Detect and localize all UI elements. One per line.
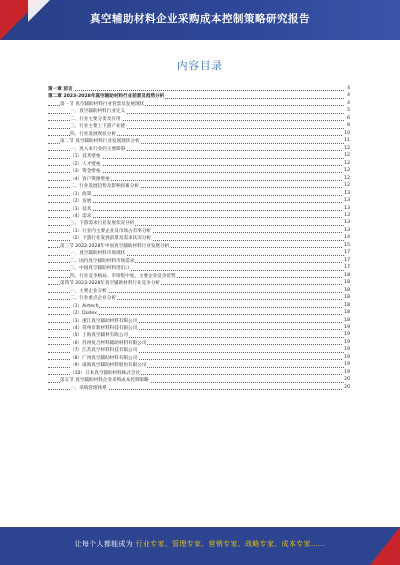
report-header bbox=[0, 0, 400, 40]
toc-subsection-row[interactable] bbox=[48, 295, 350, 302]
toc-page-number: 19 bbox=[344, 354, 350, 360]
toc-subsection-row[interactable] bbox=[48, 161, 350, 168]
toc-page-number: 15 bbox=[344, 242, 350, 248]
toc-entry-label: 二、行业主要分类及应用 bbox=[70, 116, 121, 122]
toc-page-number: 10 bbox=[344, 130, 350, 136]
toc-subsection-row[interactable] bbox=[48, 168, 350, 175]
toc-page-number: 20 bbox=[344, 384, 350, 390]
toc-page-number: 6 bbox=[347, 115, 350, 121]
toc-page-number: 4 bbox=[347, 93, 350, 99]
toc-leader-dots bbox=[48, 195, 344, 196]
toc-subsection-row[interactable] bbox=[48, 191, 350, 198]
report-title: 真空辅助材料企业采购成本控制策略研究报告 bbox=[90, 13, 310, 25]
toc-page-number: 4 bbox=[347, 86, 350, 91]
toc-subsection-row[interactable] bbox=[48, 347, 350, 354]
toc-entry-label: 四、行业发展现状分析 bbox=[70, 131, 116, 137]
toc-subsection-row[interactable] bbox=[48, 303, 350, 310]
toc-subsection-row[interactable] bbox=[48, 206, 350, 213]
toc-entry-label: 一、真空辅助材料市场现状 bbox=[70, 251, 126, 257]
toc-page-number: 18 bbox=[344, 280, 350, 286]
toc-entry-label: 一、采购管理体系 bbox=[70, 385, 107, 391]
toc-page-number: 18 bbox=[344, 317, 350, 323]
toc-subsection-row[interactable] bbox=[48, 116, 350, 123]
toc-page-number: 13 bbox=[344, 205, 350, 211]
toc-page-number: 19 bbox=[344, 325, 350, 330]
toc-subsection-row[interactable] bbox=[48, 131, 350, 138]
toc-page-number: 19 bbox=[344, 369, 350, 375]
toc-page-number: 18 bbox=[344, 310, 350, 316]
toc-page-number: 19 bbox=[344, 362, 350, 368]
toc-entry-label: （2）下游行业发展前景及需求状况分析 bbox=[70, 236, 152, 242]
toc-entry-label: 三、下游需求行业发展状况分析 bbox=[70, 221, 135, 227]
toc-subsection-row[interactable] bbox=[48, 288, 350, 295]
toc-entry-label: （2）Diatex bbox=[70, 311, 98, 317]
toc-page-number: 18 bbox=[344, 287, 350, 293]
toc-section-row[interactable] bbox=[48, 377, 350, 384]
toc-entry-label: （3）资金壁垒 bbox=[70, 169, 101, 175]
toc-subsection-row[interactable] bbox=[48, 123, 350, 130]
toc-page-number: 18 bbox=[344, 295, 350, 301]
toc-entry-label: 二、行业重点企业分析 bbox=[70, 296, 116, 302]
toc-entry-label: （1）政策 bbox=[70, 191, 92, 197]
toc-subsection-row[interactable] bbox=[48, 250, 350, 257]
toc-page-number: 13 bbox=[344, 220, 350, 226]
footer-slogan-highlight: 行业专家、管理专家、营销专家、战略专家、成本专家…… bbox=[135, 540, 326, 548]
toc-page-number: 17 bbox=[344, 265, 350, 271]
toc-entry-label: 第一章 前言 bbox=[48, 87, 73, 92]
toc-page-number: 13 bbox=[344, 212, 350, 218]
toc-entry-label: （4）需求 bbox=[70, 213, 92, 219]
toc-entry-label: （3）技术 bbox=[70, 206, 92, 212]
toc-subsection-row[interactable] bbox=[48, 213, 350, 220]
toc-subsection-row[interactable] bbox=[48, 310, 350, 317]
toc-entry-label: （3）浙江真空辅助材料有限公司 bbox=[70, 318, 138, 324]
toc-section-row[interactable] bbox=[48, 243, 350, 250]
toc-subsection-row[interactable] bbox=[48, 146, 350, 153]
toc-entry-label: （4）客户资源壁垒 bbox=[70, 176, 110, 182]
toc-subsection-row[interactable] bbox=[48, 198, 350, 205]
toc-page-number: 17 bbox=[344, 250, 350, 256]
toc-entry-label: 二、行业发展趋势及影响因素分析 bbox=[70, 184, 139, 190]
toc-entry-label: （1）技术壁垒 bbox=[70, 154, 101, 160]
toc-entry-label: 二、国内真空辅助材料市场需求 bbox=[70, 258, 135, 264]
footer-slogan-lead: 让每个人都能成为 bbox=[74, 540, 134, 548]
toc-entry-label: 三、中国真空辅助材料进出口 bbox=[70, 266, 130, 272]
toc-subsection-row[interactable] bbox=[48, 355, 350, 362]
toc-entry-label: 第一节 真空辅助材料行业背景及发展现状 bbox=[60, 101, 145, 107]
toc-entry-label: （8）广州真空辅助材料有限公司 bbox=[70, 355, 138, 361]
toc-entry-label: 四、行业竞争格局、市场集中度、主要企业竞争优势 bbox=[70, 273, 176, 279]
toc-entry-label: （6）苏州复合材料辅助材料有限公司 bbox=[70, 340, 147, 346]
toc-subsection-row[interactable] bbox=[48, 258, 350, 265]
toc-entry-label: 一、主要企业分析 bbox=[70, 288, 107, 294]
toc-leader-dots bbox=[48, 202, 344, 203]
toc-subsection-row[interactable] bbox=[48, 265, 350, 272]
toc-entry-label: （9）威海真空辅助材料股份有限公司 bbox=[70, 363, 147, 369]
toc-entry-label: （10）日本真空辅助材料株式会社 bbox=[70, 370, 141, 376]
toc-page-number: 12 bbox=[344, 168, 350, 174]
toc-page-number: 19 bbox=[344, 332, 350, 338]
toc-page-number: 20 bbox=[344, 377, 350, 383]
toc-page-number: 12 bbox=[344, 145, 350, 151]
toc-chapter-row[interactable] bbox=[48, 93, 350, 100]
toc-entry-label: 第三节 2022-2028年中国真空辅助材料行业发展分析 bbox=[60, 243, 170, 249]
toc-section-row[interactable] bbox=[48, 101, 350, 108]
toc-subsection-row[interactable] bbox=[48, 332, 350, 339]
toc-subsection-row[interactable] bbox=[48, 385, 350, 392]
toc-page-number: 18 bbox=[344, 272, 350, 278]
toc-page-number: 12 bbox=[344, 175, 350, 181]
toc-subsection-row[interactable] bbox=[48, 220, 350, 227]
toc-entry-label: 第二章 2023-2028年真空辅助材料行业前景及趋势分析 bbox=[48, 94, 165, 100]
toc-heading: 内容目录 bbox=[177, 60, 223, 72]
toc-page-number: 13 bbox=[344, 227, 350, 233]
report-footer bbox=[0, 527, 400, 565]
toc-entry-label: （1）Airtech bbox=[70, 303, 99, 309]
footer-red-corner bbox=[370, 527, 400, 565]
toc-subsection-row[interactable] bbox=[48, 176, 350, 183]
toc-entry-label: （4）常州市新材料科技有限公司 bbox=[70, 326, 138, 331]
toc-subsection-row[interactable] bbox=[48, 108, 350, 115]
toc-chapter-row[interactable] bbox=[48, 86, 350, 93]
toc-page-number: 11 bbox=[344, 138, 350, 144]
toc-page-number: 18 bbox=[344, 302, 350, 308]
toc-leader-dots bbox=[48, 90, 344, 91]
toc-entry-label: 三、行业主要上下游产业链 bbox=[70, 124, 126, 130]
toc-page-number: 8 bbox=[347, 123, 350, 129]
toc-section-row[interactable] bbox=[48, 280, 350, 287]
toc-entry-label: （1）行业内主要企业及市场占有率分析 bbox=[70, 228, 152, 234]
toc-subsection-row[interactable] bbox=[48, 235, 350, 242]
toc-entry-label: 一、真空辅助材料行业定义 bbox=[70, 109, 126, 115]
toc-entry-label: 第二节 真空辅助材料行业发展现状分析 bbox=[60, 139, 140, 145]
toc-subsection-row[interactable] bbox=[48, 228, 350, 235]
toc-entry-label: （7）江苏真空材料科技有限公司 bbox=[70, 348, 138, 354]
toc-section-row[interactable] bbox=[48, 138, 350, 145]
toc-page-number: 19 bbox=[344, 339, 350, 345]
toc-page-number: 12 bbox=[344, 160, 350, 166]
toc-page-number: 12 bbox=[344, 183, 350, 189]
toc-subsection-row[interactable] bbox=[48, 183, 350, 190]
footer-slogan bbox=[0, 539, 400, 549]
toc-leader-dots bbox=[48, 210, 344, 211]
toc-entry-label: （2）人才壁垒 bbox=[70, 161, 101, 167]
toc-subsection-row[interactable] bbox=[48, 325, 350, 332]
toc-page-number: 13 bbox=[344, 198, 350, 204]
toc-page-number: 4 bbox=[347, 100, 350, 106]
toc-entry-label: 第五节 真空辅助材料企业采购成本控制策略 bbox=[60, 378, 149, 384]
toc-subsection-row[interactable] bbox=[48, 273, 350, 280]
table-of-contents bbox=[48, 86, 350, 392]
toc-page-number: 13 bbox=[344, 190, 350, 196]
toc-leader-dots bbox=[48, 217, 344, 218]
toc-entry-label: （5）上海真空辅材有限公司 bbox=[70, 333, 129, 339]
toc-page-number: 5 bbox=[347, 108, 350, 114]
toc-entry-label: （2）发展 bbox=[70, 199, 92, 205]
toc-page-number: 14 bbox=[344, 235, 350, 241]
toc-subsection-row[interactable] bbox=[48, 340, 350, 347]
toc-page-number: 19 bbox=[344, 347, 350, 353]
toc-entry-label: 一、进入本行业的主要障碍 bbox=[70, 146, 126, 152]
toc-entry-label: 第四节 2023-2028年真空辅助材料行业竞争分析 bbox=[60, 281, 161, 287]
toc-subsection-row[interactable] bbox=[48, 362, 350, 369]
toc-subsection-row[interactable] bbox=[48, 153, 350, 160]
toc-subsection-row[interactable] bbox=[48, 370, 350, 377]
toc-subsection-row[interactable] bbox=[48, 318, 350, 325]
toc-page-number: 17 bbox=[344, 257, 350, 263]
toc-page-number: 12 bbox=[344, 153, 350, 159]
